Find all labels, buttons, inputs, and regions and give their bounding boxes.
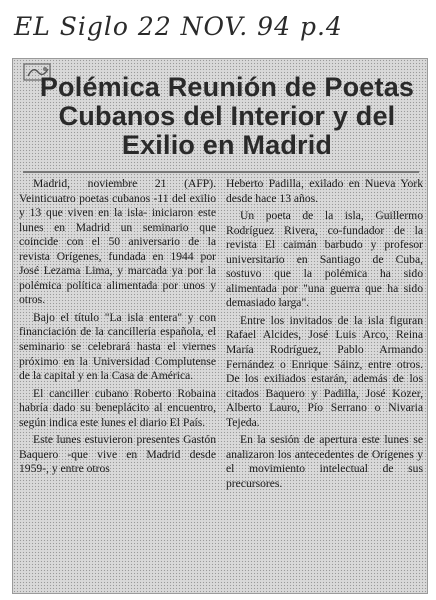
paragraph: Heberto Padilla, exilado en Nueva York desde hace 13 años.	[226, 177, 423, 205]
paragraph: Un poeta de la isla, Guillermo Rodríguez Rivera, co-fundador de la revista El caimán barbudo y profesor universitario en Santiago de Cuba, sostuvo que la polémica ha sido alimentada por "una guerra que ha sido demasiado larga".	[226, 209, 423, 310]
article-headline: Polémica Reunión de Poetas Cubanos del Interior y del Exilio en Madrid	[39, 72, 415, 160]
paragraph: Bajo el título "La isla entera" y con financiación de la cancillería española, el seminario se celebrará hasta el viernes próximo en la Universidad Complutense de la capital y en la Casa de América.	[19, 310, 216, 383]
paragraph: Entre los invitados de la isla figuran Rafael Alcides, José Luis Arco, Reina María Rodríguez, Pablo Armando Fernández o Enrique Sáinz, entre otros. De los exiliados estarán, además de los citados Baquero y Padilla, José Kozer, Alberto Lauro, Pío Serrano o Nivaria Tejeda.	[226, 313, 423, 429]
paragraph: Este lunes estuvieron presentes Gastón Baquero -que vive en Madrid desde 1959-, y entre otros	[19, 433, 216, 476]
article-column-left	[19, 177, 216, 591]
paragraph: Madrid, noviembre 21 (AFP). Veinticuatro poetas cubanos -11 del exilio y 13 que viven en la isla- iniciaron este lunes en Madrid un seminario que coincide con el 50 aniversario de la revista Orígenes, fundada en 1944 por José Lezama Lima, y marcada ya por la polémica política alimentada por unos y otros.	[19, 177, 216, 307]
paragraph: El canciller cubano Roberto Robaina habría dado su beneplácito al encuentro, según indica este lunes el diario El País.	[19, 386, 216, 429]
paragraph: En la sesión de apertura este lunes se analizaron los antecedentes de Orígenes y el movimiento intelectual de sus precursores.	[226, 433, 423, 490]
headline-divider	[23, 171, 419, 173]
article-column-right	[226, 177, 423, 591]
article-body	[19, 177, 423, 591]
handwritten-source-note: EL Siglo 22 NOV. 94 p.4	[14, 12, 343, 41]
newspaper-clipping	[12, 58, 428, 594]
